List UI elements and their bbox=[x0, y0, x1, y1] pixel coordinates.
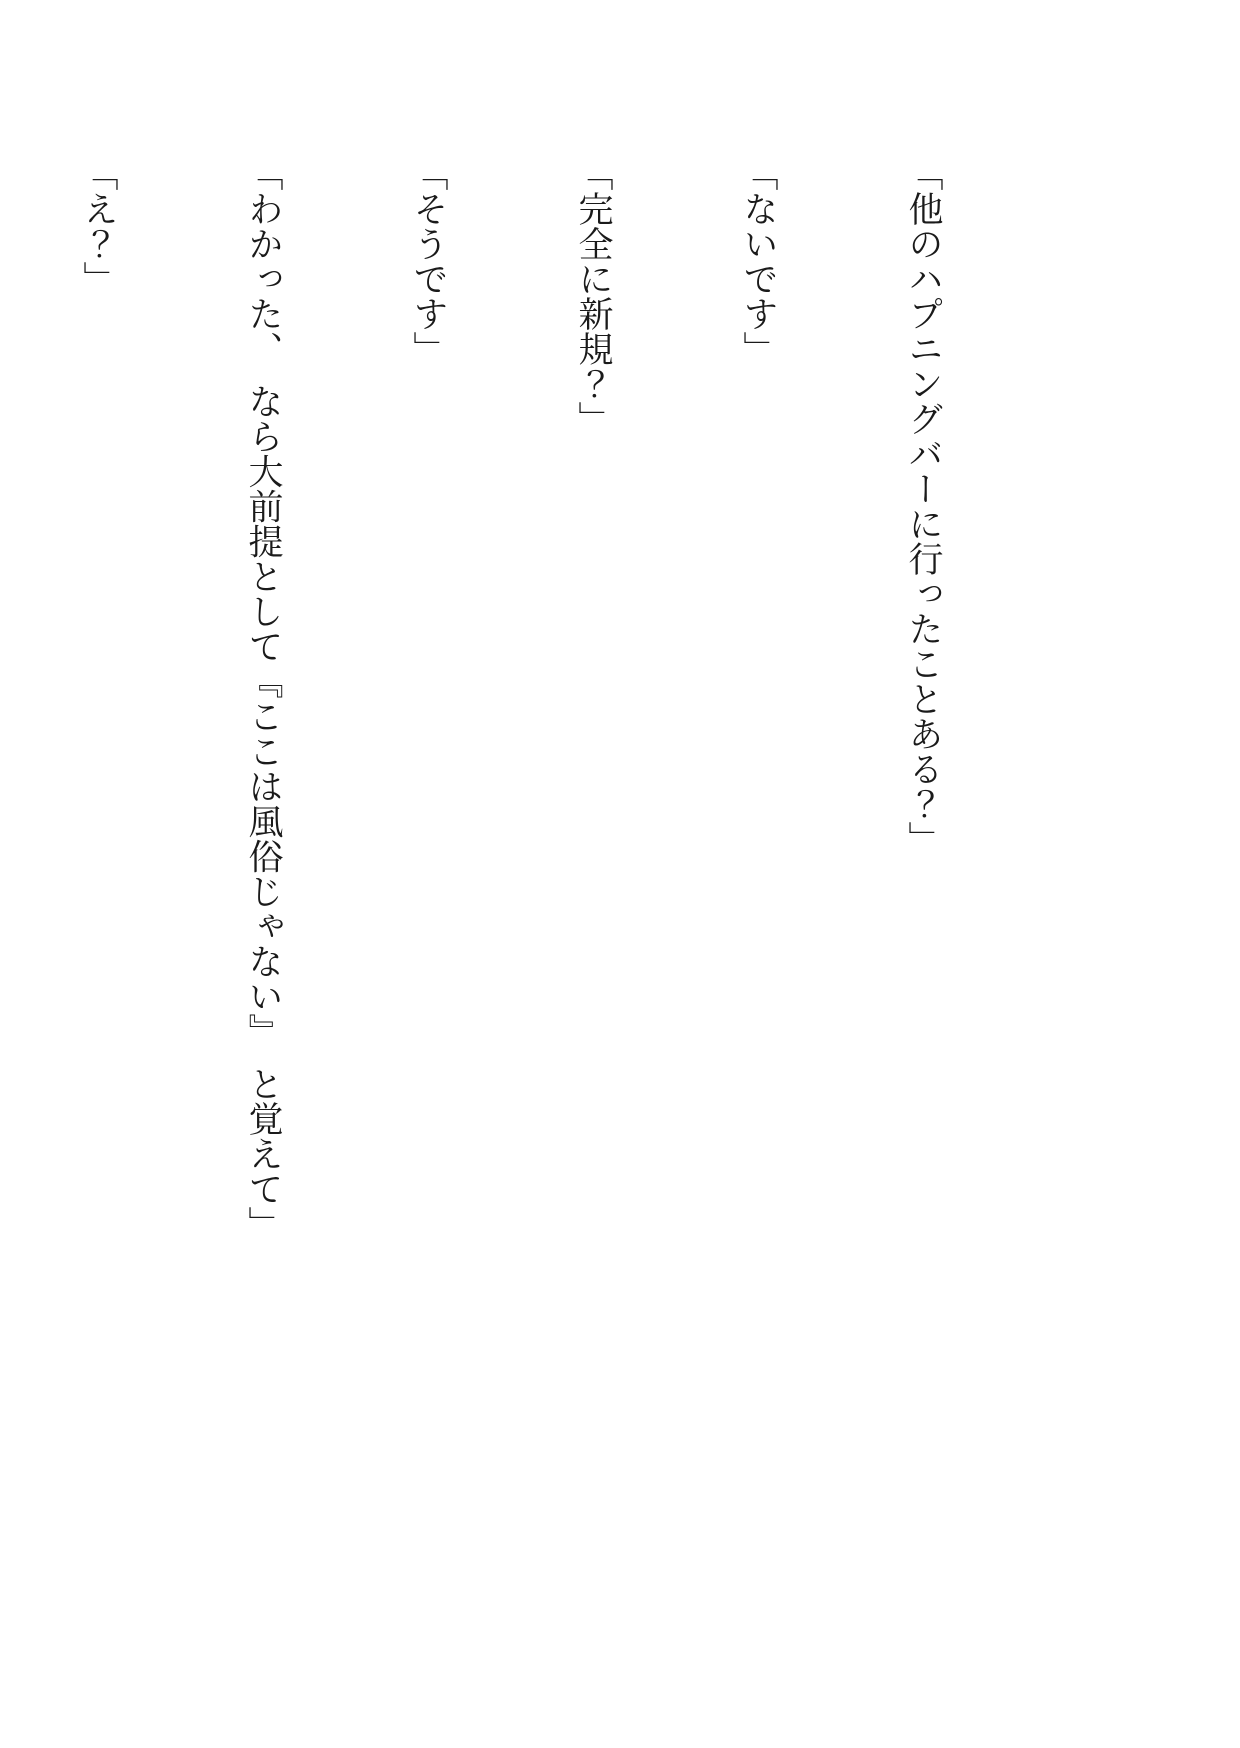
text-line: 「わかった、 なら大前提として『ここは風俗じゃない』 と覚えて」 bbox=[243, 156, 283, 1241]
text-line: 「そうです」 bbox=[408, 156, 448, 366]
text-line: 「え？」 bbox=[78, 156, 118, 296]
vertical-text-block bbox=[0, 156, 1060, 1638]
text-line: 「他のハプニングバーに行ったことある？」 bbox=[903, 156, 943, 856]
text-line: 「ないです」 bbox=[738, 156, 778, 366]
text-line: 「完全に新規？」 bbox=[573, 156, 613, 436]
